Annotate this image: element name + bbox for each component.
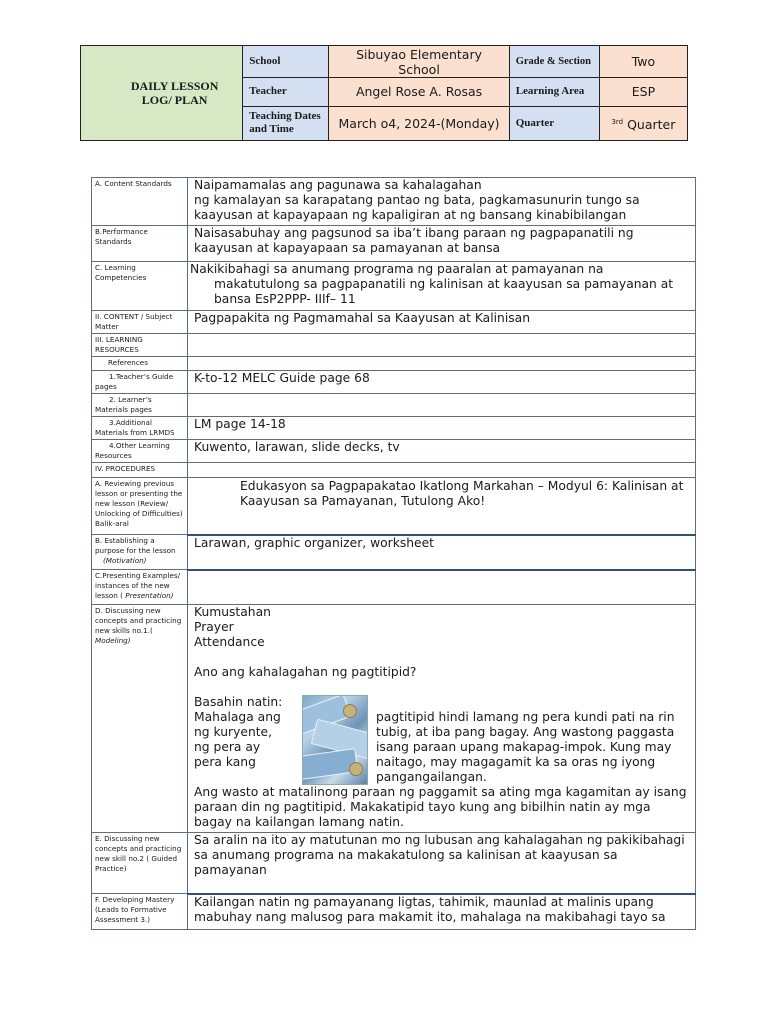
reading-left-line: ng kuryente, [194, 725, 273, 739]
closing-paragraph: Ang wasto at matalinong paraan ng paggamit sa ating mga kagamitan ay isang paraan din ng pagtitipid. Makakatipid tayo kung ang bibilhin natin ay mga bagay na kailangan lamang natin. [194, 785, 687, 829]
area-label: Learning Area [509, 78, 599, 106]
discussing1-label [92, 605, 188, 833]
learning-resources-label: III. LEARNING RESOURCES [92, 334, 188, 357]
discussing2-label-text: E. Discussing new concepts and practicing new skill no.2 ( [95, 834, 182, 863]
quarter-text: Quarter [627, 116, 676, 132]
table-row [92, 334, 696, 357]
procedures-label: IV. PROCEDURES [92, 463, 188, 478]
quarter-label: Quarter [509, 106, 599, 140]
money-photo-icon [302, 695, 368, 785]
table-row [92, 178, 696, 226]
mastery-label: F. Developing Mastery (Leads to Formative Assessment 3.) [92, 894, 188, 930]
reading-block [194, 695, 689, 785]
performance-standards-text: Naisasabuhay ang pagsunod sa iba’t ibang paraan ng pagpapanatili ng kaayusan at kapayapaan sa pamayanan at bansa [188, 226, 696, 262]
table-row [92, 262, 696, 311]
reviewing-text [188, 478, 696, 535]
content-label: II. CONTENT / Subject Matter [92, 311, 188, 334]
additional-materials-text: LM page 14-18 [188, 417, 696, 440]
table-row [92, 463, 696, 478]
prayer: Prayer [194, 620, 234, 634]
establishing-label-em: (Motivation) [103, 556, 147, 565]
content-standards-label: A. Content Standards [92, 178, 188, 226]
content-standards-line: kaayusan at kapayapaan ng kapaligiran at ng bansang kinabibilangan [194, 208, 627, 222]
table-row [92, 417, 696, 440]
discussing1-content [188, 605, 696, 833]
table-row [92, 440, 696, 463]
discussing2-label [92, 833, 188, 894]
grade-value: Two [599, 46, 687, 78]
other-resources-text: Kuwento, larawan, slide decks, tv [188, 440, 696, 463]
establishing-label [92, 535, 188, 570]
motivation-question: Ano ang kahalagahan ng pagtitipid? [194, 665, 417, 679]
teacher-value: Angel Rose A. Rosas [329, 78, 509, 106]
content-standards-line: Naipamamalas ang pagunawa sa kahalagahan [194, 178, 482, 192]
grade-label: Grade & Section [509, 46, 599, 78]
table-row [92, 894, 696, 930]
content-text: Pagpapakita ng Pagmamahal sa Kaayusan at Kalinisan [188, 311, 696, 334]
header-table [80, 45, 688, 141]
presenting-label-text: C.Presenting Examples/ instances of the new lesson ( [95, 571, 181, 600]
teacher-label: Teacher [243, 78, 329, 106]
additional-materials-label: 3.Additional Materials from LRMDS [92, 417, 188, 440]
competencies-rest: makatutulong sa pagpapanatili ng kalinisan at kaayusan sa pamayanan at bansa EsP2PPP- IIIf– 11 [214, 277, 674, 306]
quarter-sup: 3rd [611, 117, 624, 126]
school-value: Sibuyao Elementary School [329, 46, 509, 78]
learning-competencies-label: C. Learning Competencies [92, 262, 188, 311]
table-row [92, 605, 696, 833]
quarter-value [599, 106, 687, 140]
reading-right-text: pagtitipid hindi lamang ng pera kundi pati na rin tubig, at iba pang bagay. Ang wastong paggasta isang paraan upang makapag-impok. Kung may naitago, may magagamit ka sa oras ng iyong pangangailangan. [376, 710, 675, 784]
greeting: Kumustahan [194, 605, 271, 619]
references-label: References [92, 357, 188, 371]
establishing-text: Larawan, graphic organizer, worksheet [188, 535, 696, 570]
table-row [92, 570, 696, 605]
attendance: Attendance [194, 635, 265, 649]
table-row [92, 478, 696, 535]
table-row [92, 226, 696, 262]
performance-standards-label: B.Performance Standards [92, 226, 188, 262]
reading-left-line: Basahin natin: [194, 695, 283, 709]
other-resources-label: 4.Other Learning Resources [92, 440, 188, 463]
area-value: ESP [599, 78, 687, 106]
reading-left-line: pera kang [194, 755, 256, 769]
reading-left-line: Mahalaga ang [194, 710, 281, 724]
table-row [92, 357, 696, 371]
dates-value: March o4, 2024-(Monday) [329, 106, 509, 140]
table-row [92, 833, 696, 894]
learning-competencies-text [188, 262, 696, 311]
competencies-first-line: Nakikibahagi sa anumang programa ng paaralan at pamayanan na [190, 262, 604, 276]
content-standards-line: ng kamalayan sa karapatang pantao ng bata, pagkamasunurin tungo sa [194, 193, 640, 207]
content-standards-text [188, 178, 696, 226]
presenting-label-em: Presentation) [125, 591, 174, 600]
discussing1-label-em: Modeling) [95, 636, 131, 645]
teachers-guide-text: K-to-12 MELC Guide page 68 [188, 371, 696, 394]
discussing2-label-em: Guided Practice) [95, 854, 178, 873]
table-row [92, 311, 696, 334]
reviewing-content: Edukasyon sa Pagpapakatao Ikatlong Markahan – Modyul 6: Kalinisan at Kaayusan sa Pamayanan, Tutulong Ako! [240, 479, 684, 508]
reading-left-line: ng pera ay [194, 740, 261, 754]
mastery-text: Kailangan natin ng pamayanang ligtas, tahimik, maunlad at malinis upang mabuhay nang malusog para makamit ito, mahalaga na makibahagi tayo sa [188, 894, 696, 930]
table-row [92, 371, 696, 394]
school-label: School [243, 46, 329, 78]
discussing2-text: Sa aralin na ito ay matutunan mo ng lubusan ang kahalagahan ng pakikibahagi sa anumang programa na makakatulong sa kalinisan at kaayusan sa pamayanan [188, 833, 696, 894]
lesson-plan-table [91, 177, 696, 930]
teachers-guide-label: 1.Teacher’s Guide pages [92, 371, 188, 394]
dates-label: Teaching Dates and Time [243, 106, 329, 140]
reviewing-label: A. Reviewing previous lesson or presenting the new lesson (Review/ Unlocking of Difficulties) Balik-aral [92, 478, 188, 535]
learners-materials-label: 2. Learner’s Materials pages [92, 394, 188, 417]
discussing1-label-text: D. Discussing new concepts and practicing new skills no.1.( [95, 606, 182, 635]
reading-left-column [194, 695, 302, 770]
table-row [92, 535, 696, 570]
establishing-label-text: B. Establishing a purpose for the lesson [95, 536, 176, 555]
dlp-title: DAILY LESSON LOG/ PLAN [81, 46, 243, 141]
presenting-label [92, 570, 188, 605]
table-row [92, 394, 696, 417]
